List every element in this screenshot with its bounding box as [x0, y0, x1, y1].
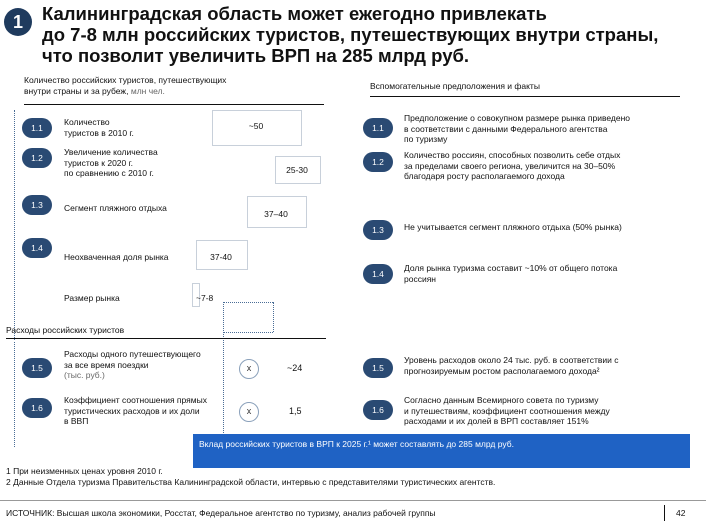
left-heading-line-2: внутри страны и за рубеж, [24, 86, 129, 96]
bar-value-1-2: 25-30 [286, 165, 308, 175]
connector-top [223, 302, 273, 303]
expenses-rule [6, 338, 326, 339]
row-label-1-1: Количество туристов в 2010 г. [64, 117, 134, 138]
row-label-1-4: Неохваченная доля рынка [64, 252, 169, 262]
step-badge-1-4: 1.4 [22, 238, 52, 258]
fact-text-1-5: Уровень расходов около 24 тыс. руб. в соответствии с прогнозируемым ростом располагаемого дохода² [404, 355, 619, 376]
fact-badge-1-4: 1.4 [363, 264, 393, 284]
fact-badge-1-3: 1.3 [363, 220, 393, 240]
multiply-operator-2: x [239, 402, 259, 422]
step-badge-1-6: 1.6 [22, 398, 52, 418]
fact-badge-1-6: 1.6 [363, 400, 393, 420]
row-label-1-3: Сегмент пляжного отдыха [64, 203, 167, 213]
market-size-label: Размер рынка [64, 293, 120, 303]
source-text: ИСТОЧНИК: Высшая школа экономики, Росстат, Федеральное агентство по туризму, анализ рабочей группы [6, 508, 436, 518]
source-divider [0, 500, 706, 501]
fact-text-1-1: Предположение о совокупном размере рынка приведено в соответствии с данными Федерального агентства по туризму [404, 113, 631, 144]
page-number: 42 [676, 508, 686, 518]
footnote-2: 2 Данные Отдела туризма Правительства Калининградской области, интервью с представителями туристических агентств. [6, 477, 496, 487]
bar-value-1-1: ~50 [248, 121, 264, 131]
section-guide-line [14, 110, 15, 340]
row-label-1-2: Увеличение количества туристов к 2020 г. по сравнению с 2010 г. [64, 147, 158, 178]
fact-text-1-6: Согласно данным Всемирного совета по туризму и путешествиям, коэффициент соотношения между расходами и их долей в ВРП составляет 151% [404, 395, 610, 426]
footnote-1: 1 При неизменных ценах уровня 2010 г. [6, 466, 163, 476]
step-badge-1-1: 1.1 [22, 118, 52, 138]
fact-badge-1-5: 1.5 [363, 358, 393, 378]
expense-value-1-6: 1,5 [289, 406, 302, 416]
slide-number-badge: 1 [4, 8, 32, 36]
fact-badge-1-1: 1.1 [363, 118, 393, 138]
multiply-operator-1: x [239, 359, 259, 379]
result-callout: Вклад российских туристов в ВРП к 2025 г.¹ может составлять до 285 млрд руб. [193, 434, 690, 468]
fact-text-1-3: Не учитывается сегмент пляжного отдыха (50% рынка) [404, 222, 622, 232]
left-panel-rule [24, 104, 324, 105]
connector-bottom [223, 332, 273, 333]
fact-text-1-2: Количество россиян, способных позволить себе отдых за пределами своего региона, увеличится на 30–50% благодаря росту располагаемого дохода [404, 150, 621, 181]
right-panel-rule [370, 96, 680, 97]
step-badge-1-2: 1.2 [22, 148, 52, 168]
bar-value-market-size: ~7-8 [196, 293, 214, 303]
expense-value-1-5: ~24 [287, 363, 303, 373]
row-label-1-6: Коэффициент соотношения прямых туристических расходов и их доли в ВВП [64, 395, 207, 426]
left-heading-unit: млн чел. [130, 86, 165, 96]
footnotes [6, 466, 696, 488]
left-heading-line-1: Количество российских туристов, путешествующих [24, 75, 227, 85]
connector-right [273, 302, 274, 332]
step-badge-1-5: 1.5 [22, 358, 52, 378]
title-line-3: что позволит увеличить ВРП на 285 млрд руб. [42, 45, 470, 66]
right-panel-heading: Вспомогательные предположения и факты [370, 81, 540, 91]
bar-value-1-4: 37-40 [210, 252, 232, 262]
fact-badge-1-2: 1.2 [363, 152, 393, 172]
bar-value-1-3: 37–40 [264, 209, 288, 219]
page-title [42, 3, 702, 66]
title-line-1: Калининградская область может ежегодно привлекать [42, 3, 547, 24]
expenses-heading: Расходы российских туристов [6, 325, 125, 335]
title-line-2: до 7-8 млн российских туристов, путешествующих внутри страны, [42, 24, 659, 45]
step-badge-1-3: 1.3 [22, 195, 52, 215]
row-label-1-5: Расходы одного путешествующего за все время поездки (тыс. руб.) [64, 349, 201, 380]
expenses-guide-line [14, 342, 15, 447]
page-divider [664, 505, 665, 521]
fact-text-1-4: Доля рынка туризма составит ~10% от общего потока россиян [404, 263, 618, 284]
left-panel-heading [24, 75, 324, 97]
